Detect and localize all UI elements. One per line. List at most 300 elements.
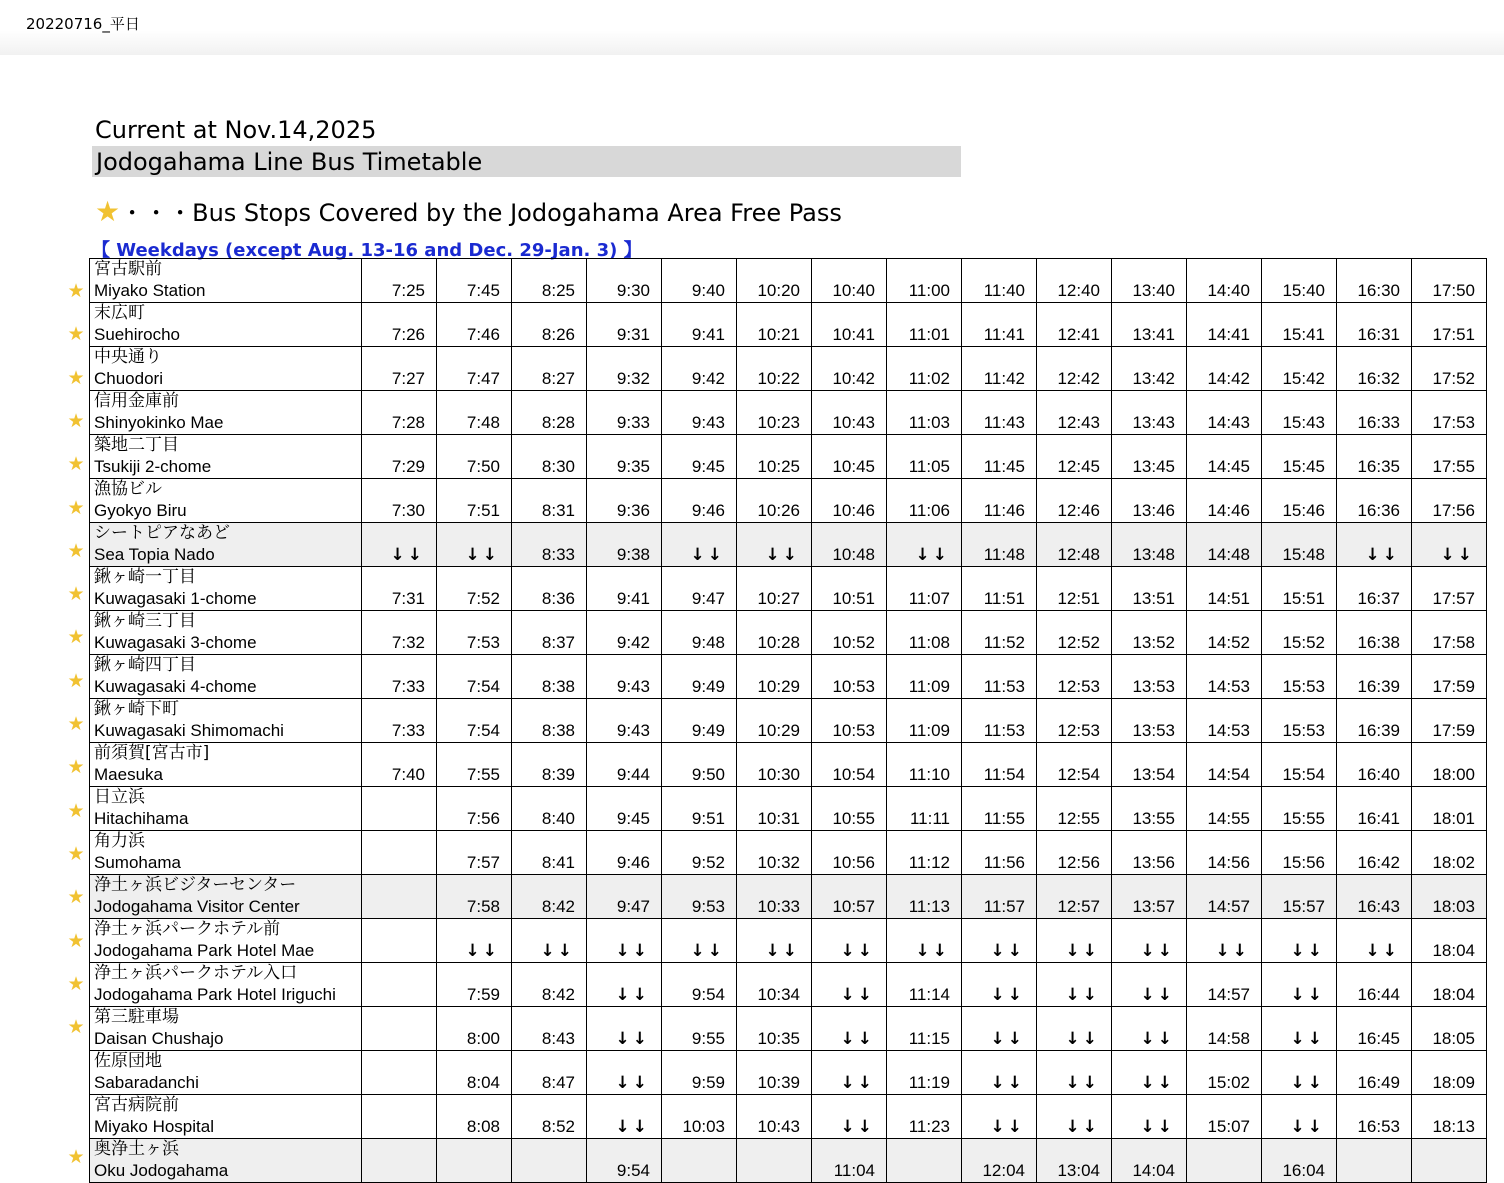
stop-name-en: Daisan Chushajo [94,1029,224,1048]
departure-time: 10:48 [812,523,887,567]
page-title: Jodogahama Line Bus Timetable [92,146,961,177]
departure-time: 10:43 [737,1095,812,1139]
stop-name-cell [90,435,362,479]
departure-time: 13:04 [1037,1139,1112,1183]
table-row [90,787,1487,831]
down-arrow-icon: ↓↓ [915,941,950,961]
departure-time: 9:40 [662,259,737,303]
down-arrow-icon: ↓↓ [1365,941,1400,961]
stop-name-cell [90,347,362,391]
free-pass-legend [95,193,842,228]
departure-time: 11:55 [962,787,1037,831]
departure-time: 8:43 [512,1007,587,1051]
departure-time: 9:50 [662,743,737,787]
table-row [90,435,1487,479]
stop-name-en: Suehirocho [94,325,181,344]
departure-time: 12:51 [1037,567,1112,611]
pass-through-arrows [1262,963,1337,1007]
departure-time: 13:40 [1112,259,1187,303]
departure-time: 7:40 [362,743,437,787]
down-arrow-icon: ↓↓ [1140,1117,1175,1137]
departure-time: 11:04 [812,1139,887,1183]
departure-time: 16:40 [1337,743,1412,787]
departure-time: 10:53 [812,655,887,699]
stop-name-jp: 宮古病院前 [94,1095,179,1115]
pass-through-arrows [1262,1007,1337,1051]
stop-name-cell [90,1051,362,1095]
departure-time: 15:46 [1262,479,1337,523]
departure-time: 9:51 [662,787,737,831]
departure-time: 9:30 [587,259,662,303]
stop-name-cell [90,743,362,787]
pass-through-arrows [1262,919,1337,963]
departure-time: 15:45 [1262,435,1337,479]
departure-time: 16:31 [1337,303,1412,347]
departure-time: 7:45 [437,259,512,303]
departure-time: 7:30 [362,479,437,523]
departure-time: 12:54 [1037,743,1112,787]
departure-time [362,919,437,963]
departure-time: 10:30 [737,743,812,787]
stop-name-jp: 佐原団地 [94,1051,162,1071]
stop-name-en: Maesuka [94,765,163,784]
stop-name-jp: 築地二丁目 [94,435,179,455]
pass-through-arrows [1037,1051,1112,1095]
down-arrow-icon: ↓↓ [1290,1117,1325,1137]
departure-time: 14:57 [1187,875,1262,919]
departure-time: 14:53 [1187,699,1262,743]
stop-name-cell [90,303,362,347]
table-row [90,567,1487,611]
table-row [90,919,1487,963]
departure-time [362,1007,437,1051]
stop-name-jp: 鍬ヶ崎一丁目 [94,567,196,587]
departure-time: 7:33 [362,655,437,699]
departure-time: 16:36 [1337,479,1412,523]
departure-time: 11:11 [887,787,962,831]
stop-name-en: Sabaradanchi [94,1073,199,1092]
departure-time: 11:02 [887,347,962,391]
departure-time [362,875,437,919]
stop-name-en: Hitachihama [94,809,189,828]
stop-name-en: Kuwagasaki 3-chome [94,633,257,652]
departure-time: 10:53 [812,699,887,743]
pass-through-arrows [1337,523,1412,567]
departure-time: 14:41 [1187,303,1262,347]
departure-time: 14:55 [1187,787,1262,831]
departure-time: 15:56 [1262,831,1337,875]
departure-time: 7:32 [362,611,437,655]
down-arrow-icon: ↓↓ [615,1029,650,1049]
departure-time [362,1051,437,1095]
departure-time: 8:39 [512,743,587,787]
table-row [90,259,1487,303]
table-row [90,875,1487,919]
departure-time: 17:57 [1412,567,1487,611]
down-arrow-icon: ↓↓ [840,941,875,961]
table-row [90,1095,1487,1139]
departure-time: 16:53 [1337,1095,1412,1139]
stop-name-cell [90,831,362,875]
pass-through-arrows [1187,919,1262,963]
departure-time: 17:56 [1412,479,1487,523]
departure-time: 11:57 [962,875,1037,919]
down-arrow-icon: ↓↓ [690,545,725,565]
pass-through-arrows [1112,1051,1187,1095]
departure-time: 8:00 [437,1007,512,1051]
table-row [90,303,1487,347]
pass-through-arrows [1037,919,1112,963]
departure-time [662,1139,737,1183]
departure-time: 16:45 [1337,1007,1412,1051]
departure-time: 14:40 [1187,259,1262,303]
departure-time: 13:57 [1112,875,1187,919]
departure-time: 14:42 [1187,347,1262,391]
star-icon: ★ [67,799,85,822]
departure-time: 11:00 [887,259,962,303]
departure-time: 11:03 [887,391,962,435]
departure-time: 7:57 [437,831,512,875]
pass-through-arrows [737,919,812,963]
departure-time: 13:52 [1112,611,1187,655]
departure-time: 11:05 [887,435,962,479]
pass-through-arrows [887,919,962,963]
departure-time: 7:50 [437,435,512,479]
down-arrow-icon: ↓↓ [465,941,500,961]
departure-time: 13:46 [1112,479,1187,523]
departure-time: 9:43 [587,699,662,743]
departure-time: 12:53 [1037,699,1112,743]
stop-name-en: Shinyokinko Mae [94,413,224,432]
departure-time: 10:54 [812,743,887,787]
departure-time: 11:09 [887,699,962,743]
departure-time: 10:40 [812,259,887,303]
departure-time: 9:53 [662,875,737,919]
pass-through-arrows [812,963,887,1007]
departure-time: 7:33 [362,699,437,743]
pass-through-arrows [587,1095,662,1139]
pass-through-arrows [437,523,512,567]
down-arrow-icon: ↓↓ [990,1073,1025,1093]
stop-name-jp: 中央通り [94,347,162,367]
pass-through-arrows [962,1051,1037,1095]
stop-name-en: Kuwagasaki Shimomachi [94,721,284,740]
departure-time: 16:33 [1337,391,1412,435]
down-arrow-icon: ↓↓ [615,1073,650,1093]
pass-through-arrows [812,1007,887,1051]
departure-time: 9:32 [587,347,662,391]
departure-time: 11:56 [962,831,1037,875]
down-arrow-icon: ↓↓ [615,941,650,961]
departure-time: 11:12 [887,831,962,875]
down-arrow-icon: ↓↓ [465,545,500,565]
down-arrow-icon: ↓↓ [1140,985,1175,1005]
departure-time: 16:04 [1262,1139,1337,1183]
stop-name-cell [90,479,362,523]
departure-time: 8:52 [512,1095,587,1139]
departure-time: 16:32 [1337,347,1412,391]
down-arrow-icon: ↓↓ [915,545,950,565]
table-row [90,655,1487,699]
departure-time: 12:52 [1037,611,1112,655]
departure-time: 9:54 [662,963,737,1007]
departure-time: 10:39 [737,1051,812,1095]
departure-time: 15:42 [1262,347,1337,391]
departure-time: 12:45 [1037,435,1112,479]
star-icon: ★ [67,453,85,476]
star-icon: ★ [67,886,85,909]
stop-name-cell [90,391,362,435]
departure-time: 9:43 [587,655,662,699]
pass-through-arrows [1112,1007,1187,1051]
departure-time: 10:25 [737,435,812,479]
departure-time: 8:38 [512,655,587,699]
departure-time [512,1139,587,1183]
departure-time: 10:45 [812,435,887,479]
down-arrow-icon: ↓↓ [1290,1029,1325,1049]
down-arrow-icon: ↓↓ [390,545,425,565]
departure-time: 9:52 [662,831,737,875]
departure-time: 8:38 [512,699,587,743]
stop-name-cell [90,699,362,743]
departure-time: 7:27 [362,347,437,391]
departure-time: 12:41 [1037,303,1112,347]
departure-time: 11:52 [962,611,1037,655]
departure-time: 16:30 [1337,259,1412,303]
stop-name-jp: 鍬ヶ崎下町 [94,699,179,719]
departure-time: 18:13 [1412,1095,1487,1139]
departure-time: 11:43 [962,391,1037,435]
stop-name-jp: 鍬ヶ崎四丁目 [94,655,196,675]
stop-name-jp: 角力浜 [94,831,145,851]
stop-name-en: Sumohama [94,853,181,872]
departure-time: 12:46 [1037,479,1112,523]
departure-time: 14:48 [1187,523,1262,567]
star-icon: ★ [67,280,85,302]
departure-time: 9:54 [587,1139,662,1183]
departure-time: 11:14 [887,963,962,1007]
table-row [90,1051,1487,1095]
departure-time: 17:55 [1412,435,1487,479]
departure-time: 10:43 [812,391,887,435]
down-arrow-icon: ↓↓ [990,1029,1025,1049]
departure-time: 10:41 [812,303,887,347]
stop-name-jp: 鍬ヶ崎三丁目 [94,611,196,631]
departure-time: 8:31 [512,479,587,523]
pass-through-arrows [1262,1051,1337,1095]
legend-text: ・・・Bus Stops Covered by the Jodogahama Area Free Pass [120,199,842,227]
departure-time: 9:42 [587,611,662,655]
stop-name-en: Miyako Hospital [94,1117,214,1136]
departure-time: 10:32 [737,831,812,875]
departure-time: 15:41 [1262,303,1337,347]
departure-time: 9:46 [587,831,662,875]
departure-time: 9:47 [587,875,662,919]
star-icon: ★ [67,972,85,995]
departure-time: 17:53 [1412,391,1487,435]
star-icon: ★ [67,409,85,432]
departure-time: 15:02 [1187,1051,1262,1095]
pass-through-arrows [1112,1095,1187,1139]
departure-time: 12:43 [1037,391,1112,435]
departure-time [1187,1139,1262,1183]
departure-time: 14:56 [1187,831,1262,875]
down-arrow-icon: ↓↓ [1290,985,1325,1005]
down-arrow-icon: ↓↓ [990,985,1025,1005]
departure-time: 14:52 [1187,611,1262,655]
down-arrow-icon: ↓↓ [765,545,800,565]
departure-time [362,963,437,1007]
down-arrow-icon: ↓↓ [540,941,575,961]
stop-name-en: Miyako Station [94,281,206,300]
down-arrow-icon: ↓↓ [1140,1073,1175,1093]
star-icon: ★ [67,669,85,692]
departure-time: 16:38 [1337,611,1412,655]
departure-time: 7:53 [437,611,512,655]
pass-through-arrows [587,963,662,1007]
departure-time: 11:46 [962,479,1037,523]
departure-time: 11:40 [962,259,1037,303]
star-icon: ★ [95,195,121,228]
departure-time: 14:54 [1187,743,1262,787]
departure-time: 17:52 [1412,347,1487,391]
departure-time: 15:55 [1262,787,1337,831]
departure-time: 7:47 [437,347,512,391]
stop-name-en: Jodogahama Visitor Center [94,897,300,916]
departure-time: 10:29 [737,699,812,743]
table-row [90,611,1487,655]
down-arrow-icon: ↓↓ [1140,941,1175,961]
departure-time: 10:33 [737,875,812,919]
departure-time [437,1139,512,1183]
stop-name-jp: 漁協ビル [94,479,162,499]
stop-name-en: Kuwagasaki 1-chome [94,589,257,608]
stop-name-jp: シートピアなあど [94,523,230,543]
down-arrow-icon: ↓↓ [1290,1073,1325,1093]
departure-time: 8:41 [512,831,587,875]
down-arrow-icon: ↓↓ [690,941,725,961]
departure-time: 7:26 [362,303,437,347]
departure-time: 11:07 [887,567,962,611]
departure-time: 7:25 [362,259,437,303]
departure-time: 10:28 [737,611,812,655]
departure-time: 13:54 [1112,743,1187,787]
departure-time: 18:01 [1412,787,1487,831]
departure-time: 13:48 [1112,523,1187,567]
departure-time: 18:04 [1412,919,1487,963]
departure-time: 9:47 [662,567,737,611]
departure-time: 12:04 [962,1139,1037,1183]
departure-time [737,1139,812,1183]
pass-through-arrows [812,1051,887,1095]
departure-time: 13:53 [1112,655,1187,699]
pass-through-arrows [812,1095,887,1139]
table-row [90,831,1487,875]
departure-time: 7:51 [437,479,512,523]
departure-time: 16:49 [1337,1051,1412,1095]
table-row [90,963,1487,1007]
departure-time: 13:45 [1112,435,1187,479]
stop-name-jp: 前須賀[宮古市] [94,743,210,763]
timetable [89,258,1487,1183]
departure-time: 11:13 [887,875,962,919]
departure-time: 16:41 [1337,787,1412,831]
departure-time: 11:06 [887,479,962,523]
stop-name-cell [90,259,362,303]
pass-through-arrows [437,919,512,963]
departure-time [362,1139,437,1183]
departure-time: 12:48 [1037,523,1112,567]
departure-time: 11:08 [887,611,962,655]
document-header: 20220716_平日 [26,15,140,33]
departure-time: 9:59 [662,1051,737,1095]
stop-name-jp: 日立浜 [94,787,145,807]
departure-time: 8:27 [512,347,587,391]
stop-name-en: Tsukiji 2-chome [94,457,212,476]
down-arrow-icon: ↓↓ [840,1029,875,1049]
pass-through-arrows [587,1007,662,1051]
down-arrow-icon: ↓↓ [1065,1117,1100,1137]
departure-time: 11:01 [887,303,962,347]
pass-through-arrows [512,919,587,963]
departure-time: 17:59 [1412,655,1487,699]
star-icon: ★ [67,1016,85,1039]
stop-name-cell [90,655,362,699]
star-icon: ★ [67,756,85,779]
departure-time: 10:03 [662,1095,737,1139]
pass-through-arrows [1262,1095,1337,1139]
stop-name-jp: 末広町 [94,303,145,323]
star-icon: ★ [67,323,85,346]
down-arrow-icon: ↓↓ [615,985,650,1005]
departure-time: 18:02 [1412,831,1487,875]
page-top-shade [0,0,1504,55]
stop-name-en: Kuwagasaki 4-chome [94,677,257,696]
table-row [90,347,1487,391]
stop-name-jp: 第三駐車場 [94,1007,179,1027]
pass-through-arrows [662,523,737,567]
pass-through-arrows [1037,963,1112,1007]
down-arrow-icon: ↓↓ [615,1117,650,1137]
departure-time: 10:51 [812,567,887,611]
departure-time: 11:23 [887,1095,962,1139]
down-arrow-icon: ↓↓ [1065,1029,1100,1049]
departure-time: 15:57 [1262,875,1337,919]
table-row [90,523,1487,567]
star-icon: ★ [67,496,85,519]
pass-through-arrows [962,1095,1037,1139]
departure-time: 11:45 [962,435,1037,479]
pass-through-arrows [362,523,437,567]
departure-time: 7:48 [437,391,512,435]
table-row [90,479,1487,523]
departure-time: 9:55 [662,1007,737,1051]
pass-through-arrows [737,523,812,567]
departure-time: 7:59 [437,963,512,1007]
pass-through-arrows [1112,919,1187,963]
table-row [90,391,1487,435]
departure-time: 8:04 [437,1051,512,1095]
stop-name-en: Jodogahama Park Hotel Iriguchi [94,985,336,1004]
departure-time: 11:19 [887,1051,962,1095]
pass-through-arrows [887,523,962,567]
pass-through-arrows [1112,963,1187,1007]
departure-time: 10:22 [737,347,812,391]
departure-time: 17:59 [1412,699,1487,743]
down-arrow-icon: ↓↓ [840,1117,875,1137]
departure-time: 10:27 [737,567,812,611]
stop-name-jp: 信用金庫前 [94,391,179,411]
